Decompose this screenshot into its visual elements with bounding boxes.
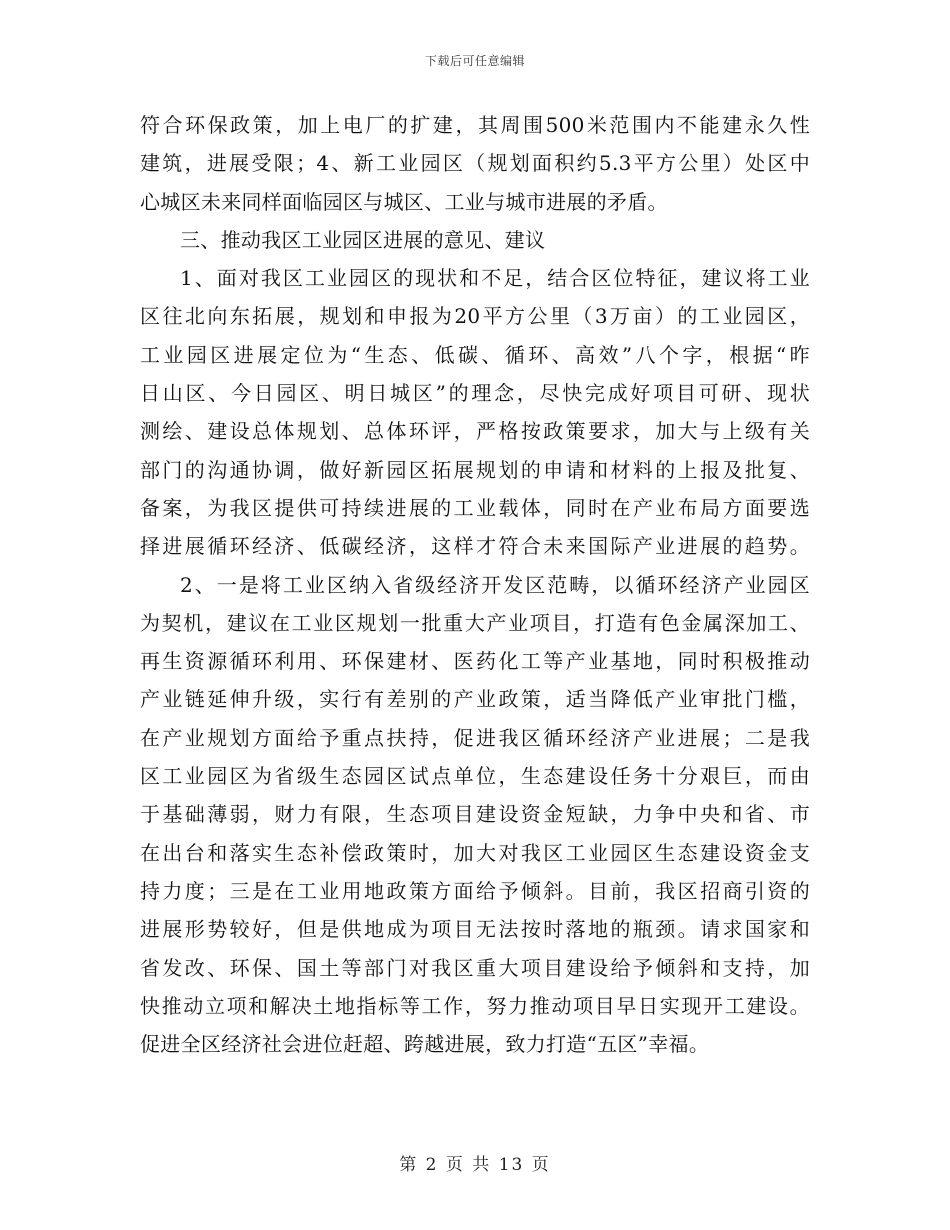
text-line: 区往北向东拓展，规划和申报为20平方公里（3万亩）的工业园区，: [140, 304, 810, 329]
page-header: 下载后可任意编辑: [424, 54, 525, 68]
text-line: 快推动立项和解决土地指标等工作，努力推动项目早日实现开工建设。: [140, 993, 810, 1018]
text-line: 日山区、今日园区、明日城区”的理念，尽快完成好项目可研、现状: [140, 381, 810, 406]
body-text: [140, 106, 810, 1063]
text-line: 1、面对我区工业园区的现状和不足，结合区位特征，建议将工业: [180, 266, 810, 291]
page-footer: 第 2 页 共 13 页: [399, 1155, 551, 1175]
text-line: 在出台和落实生态补偿政策时，加大对我区工业园区生态建设资金支: [140, 840, 810, 865]
text-line: 工业园区进展定位为“生态、低碳、循环、高效”八个字，根据“昨: [140, 342, 810, 367]
text-line: 持力度；三是在工业用地政策方面给予倾斜。目前，我区招商引资的: [140, 878, 810, 903]
text-line: 心城区未来同样面临园区与城区、工业与城市进展的矛盾。: [140, 189, 668, 214]
text-line: 产业链延伸升级，实行有差别的产业政策，适当降低产业审批门槛，: [140, 687, 810, 712]
text-line: 在产业规划方面给予重点扶持，促进我区循环经济产业进展；二是我: [140, 725, 810, 750]
text-line: 区工业园区为省级生态园区试点单位，生态建设任务十分艰巨，而由: [140, 764, 810, 789]
text-line: 备案，为我区提供可持续进展的工业载体，同时在产业布局方面要选: [140, 495, 810, 520]
text-line: 建筑，进展受限；4、新工业园区（规划面积约5.3平方公里）处区中: [140, 151, 810, 176]
text-line: 择进展循环经济、低碳经济，这样才符合未来国际产业进展的趋势。: [140, 534, 810, 559]
text-line: 促进全区经济社会进位赶超、跨越进展，致力打造“五区”幸福。: [140, 1032, 710, 1057]
text-line: 于基础薄弱，财力有限，生态项目建设资金短缺，力争中央和省、市: [140, 802, 810, 827]
section-heading: 三、推动我区工业园区进展的意见、建议: [180, 227, 546, 252]
text-line: 部门的沟通协调，做好新园区拓展规划的申请和材料的上报及批复、: [140, 457, 810, 482]
text-line: 省发改、环保、国土等部门对我区重大项目建设给予倾斜和支持，加: [140, 955, 810, 980]
text-line: 再生资源循环利用、环保建材、医药化工等产业基地，同时积极推动: [140, 649, 810, 674]
text-line: 为契机，建议在工业区规划一批重大产业项目，打造有色金属深加工、: [140, 610, 810, 635]
text-line: 测绘、建设总体规划、总体环评，严格按政策要求，加大与上级有关: [140, 419, 810, 444]
text-line: 2、一是将工业区纳入省级经济开发区范畴，以循环经济产业园区: [180, 572, 810, 597]
text-line: 进展形势较好，但是供地成为项目无法按时落地的瓶颈。请求国家和: [140, 917, 810, 942]
text-line: 符合环保政策，加上电厂的扩建，其周围500米范围内不能建永久性: [140, 113, 810, 137]
